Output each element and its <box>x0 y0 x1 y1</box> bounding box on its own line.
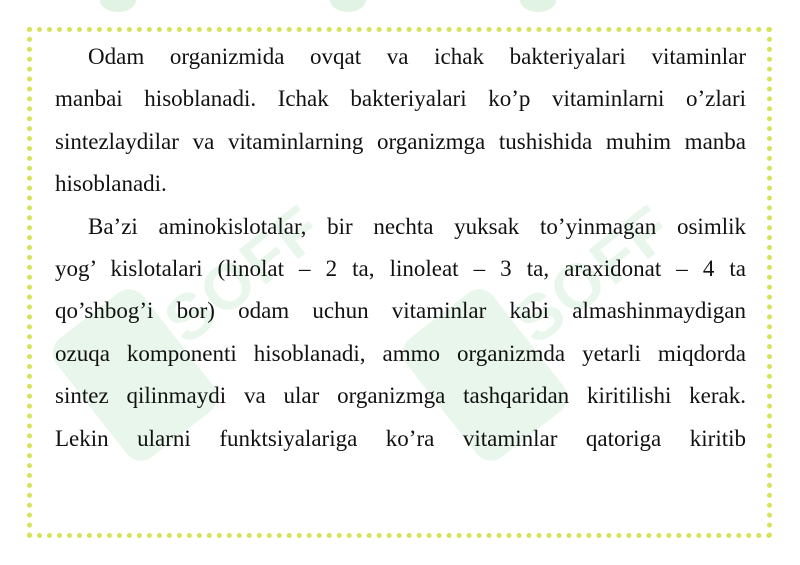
text-line: Lekin ularni funktsiyalariga ko’ra vitaminlar qatoriga kiritib <box>55 425 746 451</box>
text-line: sintezlaydilar va vitaminlarning organizmga tushishida muhim manba <box>55 128 746 154</box>
paragraph-1 <box>55 36 746 206</box>
document-body <box>55 36 746 460</box>
watermark-text: SOFF <box>150 190 336 358</box>
watermark-blob <box>330 0 366 12</box>
paragraph-2 <box>55 206 746 460</box>
text-line: Odam organizmida ovqat va ichak bakteriyalari vitaminlar <box>88 44 746 69</box>
text-line: manbai hisoblanadi. Ichak bakteriyalari ko’p vitaminlarni o’zlari <box>55 86 746 112</box>
watermark-text: SOFF <box>500 190 686 358</box>
text-line: Ba’zi aminokislotalar, bir nechta yuksak to’yinmagan osimlik <box>88 213 746 239</box>
watermark-blob <box>100 0 136 12</box>
text-line: qo’shbog’i bor) odam uchun vitaminlar kabi almashinmaydigan <box>55 298 746 324</box>
watermark-blob <box>520 0 556 12</box>
text-line: yog’ kislotalari (linolat – 2 ta, linoleat – 3 ta, araxidonat – 4 ta <box>55 255 746 281</box>
text-line: sintez qilinmaydi va ular organizmga tashqaridan kiritilishi kerak. <box>55 383 746 409</box>
text-line: ozuqa komponenti hisoblanadi, ammo organizmda yetarli miqdorda <box>55 340 746 366</box>
text-line: hisoblanadi. <box>55 171 167 197</box>
